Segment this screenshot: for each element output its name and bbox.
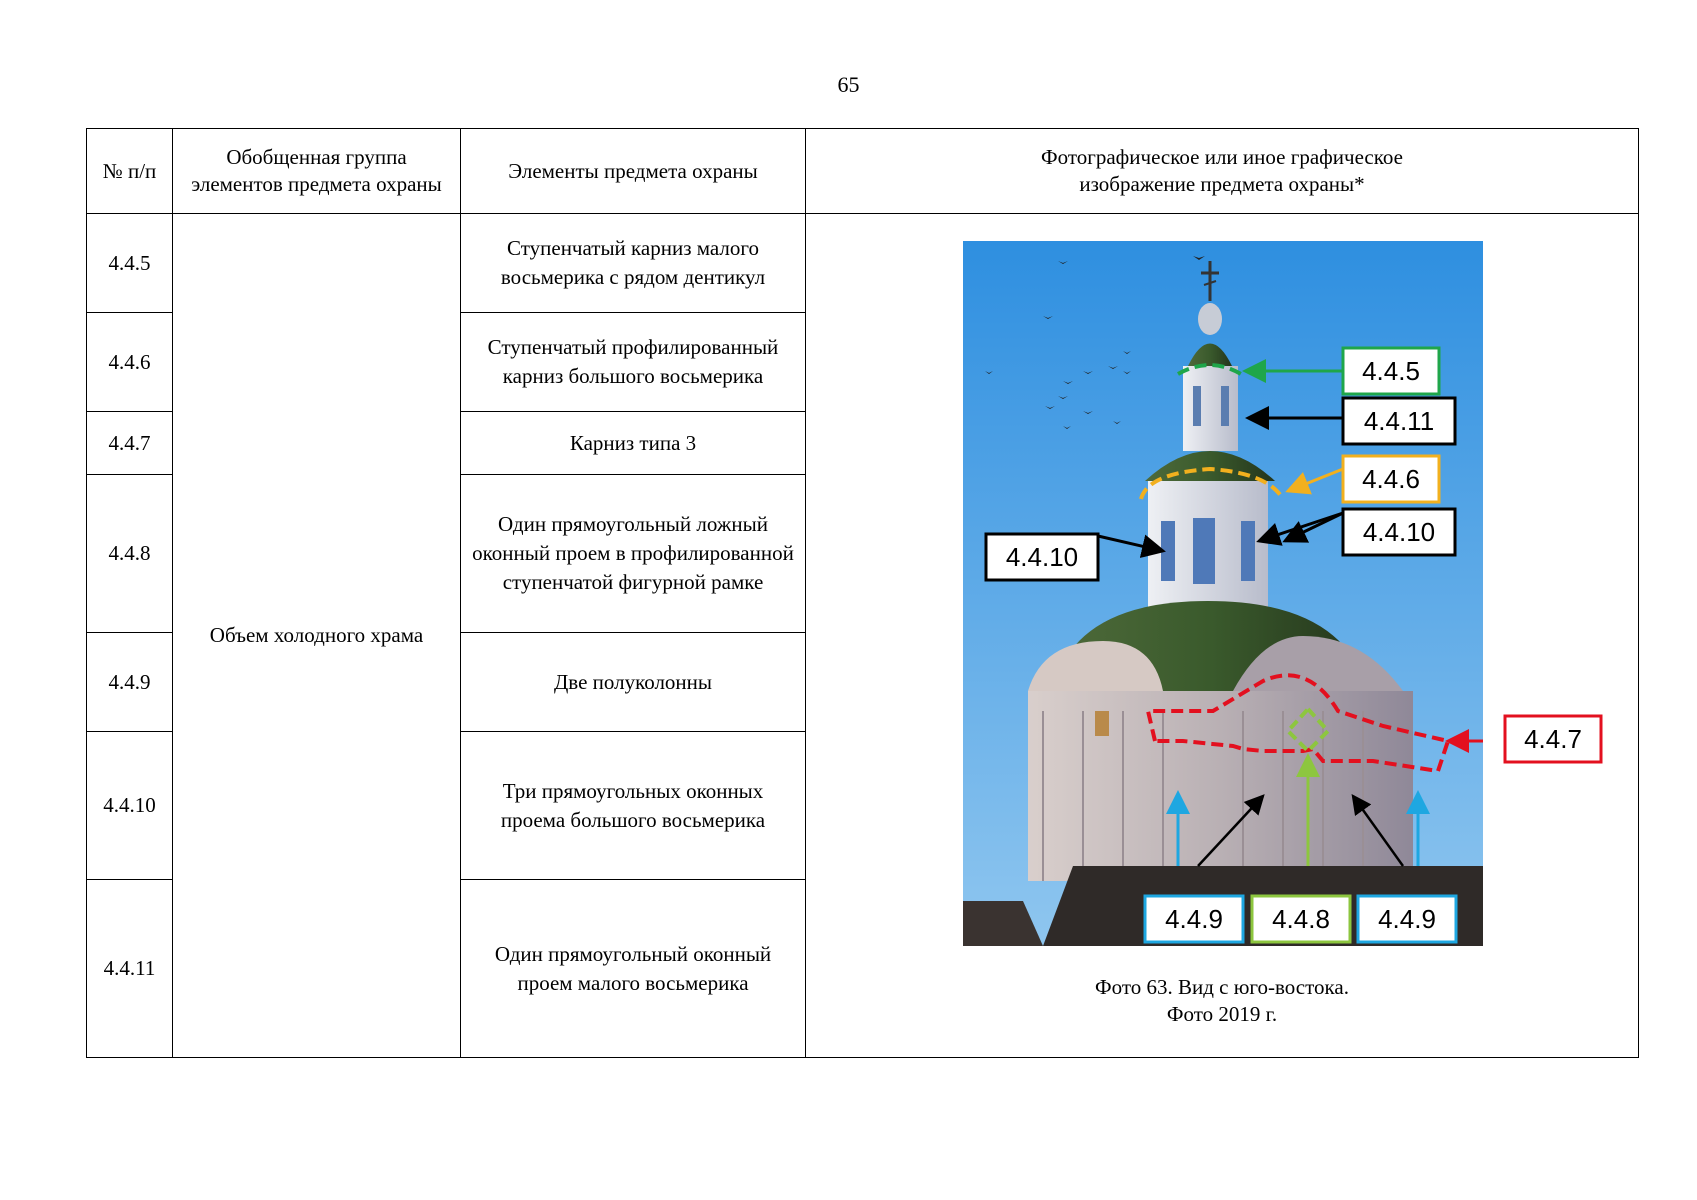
page-number: 65 (837, 72, 860, 97)
row-num: 4.4.8 (87, 475, 173, 633)
svg-text:4.4.9: 4.4.9 (1165, 904, 1223, 934)
label-4-4-7 (1503, 714, 1603, 774)
row-num: 4.4.6 (87, 313, 173, 412)
svg-text:4.4.10: 4.4.10 (1362, 517, 1436, 547)
svg-text:4.4.6: 4.4.6 (1362, 464, 1420, 494)
header-group: Обобщенная группа элементов предмета охраны (173, 129, 461, 214)
row-element: Карниз типа 3 (461, 412, 806, 475)
label-4-4-6 (1343, 456, 1439, 502)
church-photo (963, 241, 1483, 946)
label-4-4-10-left (986, 534, 1098, 580)
label-4-4-5 (1343, 348, 1439, 394)
row-num: 4.4.11 (87, 880, 173, 1058)
table-header-row (87, 129, 1639, 214)
label-4-4-11 (1343, 398, 1455, 444)
header-num: № п/п (87, 129, 173, 214)
row-element: Две полуколонны (461, 633, 806, 732)
label-4-4-9-left (1145, 896, 1243, 942)
label-4-4-10-right (1343, 509, 1455, 555)
row-num: 4.4.9 (87, 633, 173, 732)
svg-text:4.4.9: 4.4.9 (1378, 904, 1436, 934)
row-element: Один прямоугольный ложный оконный проем в профилированной ступенчатой фигурной рамке (461, 475, 806, 633)
table-row (87, 214, 1639, 313)
header-elements: Элементы предмета охраны (461, 129, 806, 214)
label-4-4-9-right (1358, 896, 1456, 942)
row-num: 4.4.5 (87, 214, 173, 313)
photo-cell (806, 214, 1639, 1058)
group-cell: Объем холодного храма (173, 214, 461, 1058)
heritage-table (86, 128, 1639, 1058)
svg-text:4.4.10: 4.4.10 (1005, 542, 1079, 572)
row-element: Ступенчатый карниз малого восьмерика с рядом дентикул (461, 214, 806, 313)
caption-line-1: Фото 63. Вид с юго-востока. (1095, 975, 1349, 999)
row-num: 4.4.7 (87, 412, 173, 475)
caption-line-2: Фото 2019 г. (1166, 1002, 1278, 1026)
row-num: 4.4.10 (87, 732, 173, 880)
row-element: Три прямоугольных оконных проема большого восьмерика (461, 732, 806, 880)
row-element: Один прямоугольный оконный проем малого восьмерика (461, 880, 806, 1058)
svg-text:4.4.7: 4.4.7 (1524, 724, 1582, 754)
label-4-4-8 (1252, 896, 1350, 942)
svg-text:4.4.11: 4.4.11 (1363, 406, 1435, 436)
row-element: Ступенчатый профилированный карниз большого восьмерика (461, 313, 806, 412)
photo-caption (806, 974, 1638, 1028)
header-photo: Фотографическое или иное графическое изображение предмета охраны* (806, 129, 1639, 214)
church-illustration (963, 241, 1483, 946)
svg-text:4.4.5: 4.4.5 (1362, 356, 1420, 386)
svg-text:4.4.8: 4.4.8 (1272, 904, 1330, 934)
